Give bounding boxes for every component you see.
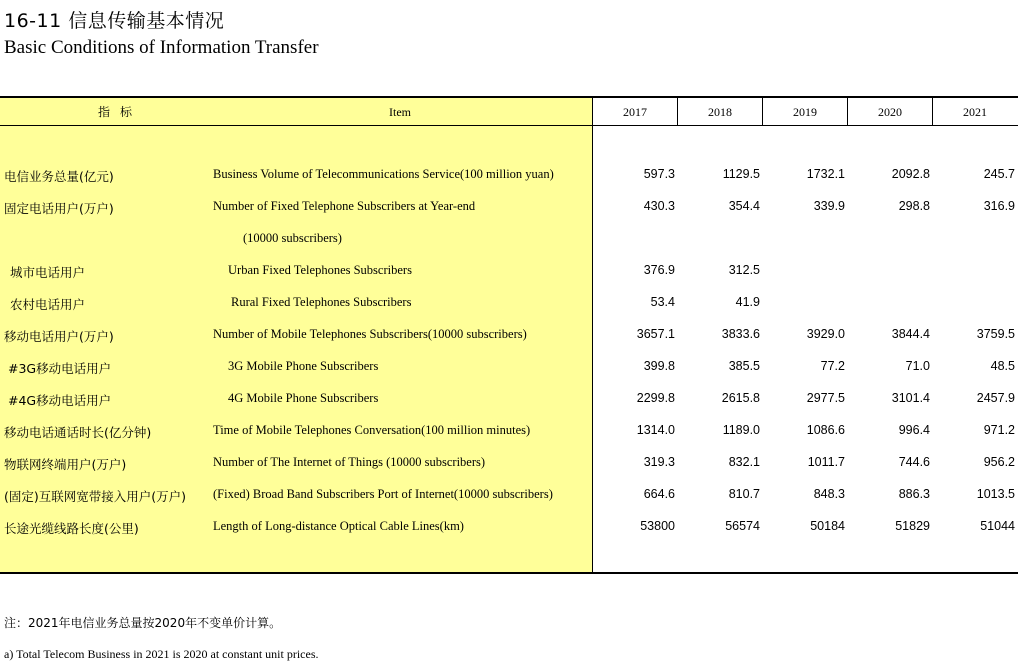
table-row: [0, 288, 1018, 320]
cell-value: 316.9: [983, 199, 1015, 213]
header-year: 2021: [963, 105, 987, 119]
row-label-cn: 物联网终端用户(万户): [4, 457, 127, 472]
cell-value: 48.5: [990, 359, 1015, 373]
cell-value: 1086.6: [806, 423, 845, 437]
table-row: [0, 416, 1018, 448]
header-year: 2019: [793, 105, 817, 119]
table-row: [0, 224, 1018, 256]
page-title-cn: 16-11 信息传输基本情况: [4, 10, 225, 32]
row-label-en: Number of The Internet of Things (10000 subscribers): [213, 455, 486, 469]
data-table: [0, 96, 1018, 574]
cell-value: 245.7: [983, 167, 1015, 181]
table-row: [0, 320, 1018, 352]
cell-value: 56574: [725, 519, 760, 533]
cell-value: 312.5: [728, 263, 760, 277]
cell-value: 664.6: [643, 487, 675, 501]
cell-value: 2092.8: [891, 167, 930, 181]
row-label-cn: 长途光缆线路长度(公里): [4, 521, 139, 536]
cell-value: 3929.0: [806, 327, 845, 341]
cell-value: 50184: [810, 519, 845, 533]
cell-value: 71.0: [905, 359, 930, 373]
row-label-en: Number of Fixed Telephone Subscribers at Year-end: [213, 199, 476, 213]
table-row: [0, 256, 1018, 288]
footnote-en: a) Total Telecom Business in 2021 is 2020 at constant unit prices.: [4, 647, 319, 661]
row-label-cn: 固定电话用户(万户): [4, 201, 114, 216]
row-label-en: Time of Mobile Telephones Conversation(100 million minutes): [213, 423, 531, 437]
row-label-en: 4G Mobile Phone Subscribers: [228, 391, 379, 405]
cell-value: 2615.8: [721, 391, 760, 405]
table-row: [0, 160, 1018, 192]
row-label-en: Number of Mobile Telephones Subscribers(10000 subscribers): [213, 327, 527, 341]
row-label-cn: 城市电话用户: [10, 265, 86, 280]
cell-value: 53800: [640, 519, 675, 533]
cell-value: 53.4: [650, 295, 675, 309]
row-label-en: Rural Fixed Telephones Subscribers: [231, 295, 412, 309]
cell-value: 3101.4: [891, 391, 930, 405]
cell-value: 430.3: [643, 199, 675, 213]
header-year: 2018: [708, 105, 732, 119]
row-label-en: (10000 subscribers): [243, 231, 342, 245]
row-label-cn: 电信业务总量(亿元): [4, 169, 114, 184]
cell-value: 1314.0: [636, 423, 675, 437]
cell-value: 1732.1: [806, 167, 845, 181]
cell-value: 41.9: [735, 295, 760, 309]
cell-value: 77.2: [820, 359, 845, 373]
cell-value: 848.3: [813, 487, 845, 501]
cell-value: 971.2: [983, 423, 1015, 437]
cell-value: 3833.6: [721, 327, 760, 341]
cell-value: 1129.5: [722, 167, 760, 181]
cell-value: 3657.1: [636, 327, 675, 341]
row-label-cn: #3G移动电话用户: [8, 361, 112, 376]
cell-value: 1013.5: [976, 487, 1015, 501]
cell-value: 1189.0: [722, 423, 760, 437]
cell-value: 810.7: [728, 487, 760, 501]
cell-value: 2977.5: [806, 391, 845, 405]
header-year: 2020: [878, 105, 902, 119]
row-label-en: Business Volume of Telecommunications Service(100 million yuan): [213, 167, 554, 181]
cell-value: 354.4: [728, 199, 760, 213]
cell-value: 996.4: [898, 423, 930, 437]
row-label-en: Length of Long-distance Optical Cable Lines(km): [213, 519, 464, 533]
table-row: [0, 192, 1018, 224]
cell-value: 597.3: [643, 167, 675, 181]
cell-value: 956.2: [983, 455, 1015, 469]
cell-value: 51044: [980, 519, 1015, 533]
row-label-cn: #4G移动电话用户: [8, 393, 112, 408]
table-row: [0, 352, 1018, 384]
header-year: 2017: [623, 105, 647, 119]
table-row: [0, 384, 1018, 416]
cell-value: 51829: [895, 519, 930, 533]
cell-value: 1011.7: [807, 455, 845, 469]
row-label-en: 3G Mobile Phone Subscribers: [228, 359, 379, 373]
footnote-cn: 注：2021年电信业务总量按2020年不变单价计算。: [4, 616, 282, 630]
table-row: [0, 512, 1018, 544]
table-row: [0, 480, 1018, 512]
row-label-cn: 农村电话用户: [10, 297, 86, 312]
row-label-en: (Fixed) Broad Band Subscribers Port of Internet(10000 subscribers): [213, 487, 553, 501]
cell-value: 385.5: [728, 359, 760, 373]
row-label-cn: (固定)互联网宽带接入用户(万户): [4, 489, 187, 504]
table-row: [0, 448, 1018, 480]
row-label-en: Urban Fixed Telephones Subscribers: [228, 263, 412, 277]
cell-value: 2457.9: [976, 391, 1015, 405]
cell-value: 886.3: [898, 487, 930, 501]
cell-value: 832.1: [728, 455, 760, 469]
cell-value: 376.9: [643, 263, 675, 277]
header-item: Item: [389, 105, 411, 119]
cell-value: 298.8: [898, 199, 930, 213]
cell-value: 3759.5: [976, 327, 1015, 341]
cell-value: 339.9: [813, 199, 845, 213]
row-label-cn: 移动电话通话时长(亿分钟): [4, 425, 152, 440]
row-label-cn: 移动电话用户(万户): [4, 329, 114, 344]
cell-value: 399.8: [643, 359, 675, 373]
table-bottom-rule: [0, 572, 1018, 574]
page-title-en: Basic Conditions of Information Transfer: [4, 37, 319, 58]
cell-value: 3844.4: [891, 327, 930, 341]
cell-value: 744.6: [898, 455, 930, 469]
header-indicator: 指标: [97, 105, 142, 119]
cell-value: 319.3: [643, 455, 675, 469]
cell-value: 2299.8: [636, 391, 675, 405]
